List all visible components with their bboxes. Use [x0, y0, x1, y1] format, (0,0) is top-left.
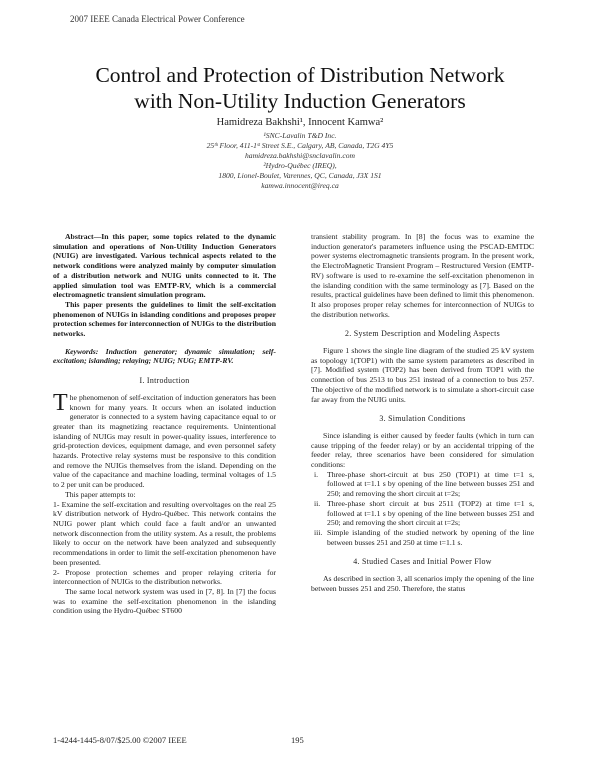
title-line-1: Control and Protection of Distribution Network: [95, 63, 505, 87]
list-text: Three-phase short circuit at bus 2511 (TOP2) at time t=1 s, followed at t=1.1 s by opening of the line between busses 251 and 250; and removing the short circuit at t=2s;: [327, 498, 534, 528]
list-number: ii.: [314, 498, 321, 508]
keywords: Keywords: Induction generator; dynamic simulation; self-excitation; islanding; relaying; NUIG; NUG; EMTP-RV.: [53, 346, 276, 366]
page-number: 195: [291, 735, 304, 745]
section-heading-cases: 4. Studied Cases and Initial Power Flow: [353, 557, 492, 567]
affiliation-email: kamwa.innocent@ireq.ca: [261, 181, 339, 190]
abstract: Abstract—In this paper, some topics related to the dynamic simulation and operations of Non-Utility Induction Generators (NUIG) are investigated. Various technical aspects related to the network conditions were analyzed mainly by computer simulation of a distribution network and NUIG units connected to it. The applied simulation tool was EMTP-RV, which is a commercial electromagnetic transient simulation program.: [53, 232, 276, 300]
footer-isbn: 1-4244-1445-8/07/$25.00 ©2007 IEEE: [53, 735, 187, 745]
cases-paragraph: As described in section 3, all scenarios imply the opening of the line between busses 251 and 250. Therefore, the status: [311, 574, 534, 593]
list-number: i.: [314, 469, 319, 479]
section-heading-simulation: 3. Simulation Conditions: [379, 414, 466, 424]
intro-point-2: 2- Propose protection schemes and proper relaying criteria for interconnection of NUIGs to the distribution networks.: [53, 567, 276, 587]
list-number: iii.: [314, 527, 323, 537]
affiliation-line: 25ᵗʰ Floor, 411-1ˢᵗ Street S.E., Calgary, AB, Canada, T2G 4Y5: [206, 141, 394, 150]
intro-paragraph-text: he phenomenon of self-excitation of induction generators has been known for many years. It occurs when an isolated induction generator is connected to a system having capacitance equal to or greater than its magnetizing reactance requirements. Unintentional islanding of NUIGs may result in power-quality issues, interference to grid-protection devices, equipment damage, and even personnel safety hazards. Protective relay systems must be responsive to this condition and remove the NUIGs themselves from the island. Depending on the value of the capacitance and machine loading, terminal voltages of 1.5 to 2 per unit can be produced.: [53, 392, 276, 490]
affiliation-email: hamidreza.bakhshi@snclavalin.com: [244, 151, 356, 160]
list-item: [311, 528, 534, 547]
scenario-list: [311, 470, 534, 548]
paper-title: [0, 62, 600, 114]
intro-closing: The same local network system was used in [7, 8]. In [7] the focus was to examine the self-excitation phenomenon in the islanding condition using the Hydro-Québec ST600: [53, 586, 276, 616]
list-text: Simple islanding of the studied network by opening of the line between busses 251 and 250 at time t=1.1 s.: [327, 527, 534, 547]
intro-point-1: 1- Examine the self-excitation and resulting overvoltages on the real 25 kV distribution network of Hydro-Québec. This network contains the NUIG power plant which could face a fault and/or an unwanted network disconnection from the utility system. As a result, the problems likely to occur on the network have been analyzed and subsequently recommendations in order to limit the self-excitation phenomenon have been presented.: [53, 499, 276, 567]
abstract-continued: This paper presents the guidelines to limit the self-excitation phenomenon of NUIGs in islanding conditions and proposes proper protection schemes for interconnection of NUIGs to the distribution networks.: [53, 299, 276, 339]
affiliations: [0, 131, 600, 191]
list-text: Three-phase short-circuit at bus 250 (TOP1) at time t=1 s, followed at t=1.1 s by opening of the line between busses 251 and 250; and removing the short circuit at t=2s;: [327, 469, 534, 499]
left-column: [53, 232, 276, 616]
affiliation-line: ¹SNC-Lavalin T&D Inc.: [263, 131, 337, 140]
list-item: [311, 470, 534, 499]
simulation-paragraph: Since islanding is either caused by feeder faults (which in turn can cause tripping of the feeder relay) or by an accidental tripping of the feeder relay, three scenarios have been considered for simulation conditions:: [311, 430, 534, 470]
affiliation-line: 1800, Lionel-Boulet, Varennes, QC, Canada, J3X 1S1: [218, 171, 382, 180]
affiliation-line: ²Hydro-Québec (IREQ),: [263, 161, 337, 170]
intro-attempts: This paper attempts to:: [65, 489, 136, 499]
section-heading-system: 2. System Description and Modeling Aspects: [344, 329, 501, 339]
drop-cap: T: [53, 389, 68, 416]
right-column: [311, 232, 534, 594]
section-heading-introduction: I. Introduction: [139, 376, 190, 386]
intro-paragraph: [53, 389, 276, 490]
list-item: [311, 499, 534, 528]
system-paragraph: Figure 1 shows the single line diagram of the studied 25 kV system as topology 1(TOP1) with the same system parameters as described in [7]. Modified system (TOP2) has been derived from TOP1 with the connection of bus 2513 to bus 251 instead of a connection to bus 257. The objective of the modified network is to simulate a short-circuit case far away from the NUIG units.: [311, 346, 534, 404]
title-line-2: with Non-Utility Induction Generators: [134, 89, 466, 113]
intro-continued: transient stability program. In [8] the focus was to examine the induction generator's parameters influence using the PSCAD-EMTDC power systems electromagnetic transients program. In the present work, the ElectroMagnetic Transient Program – Restructured Version (EMTP-RV) software is used to re-examine the self-excitation phenomenon in the islanding condition with the same terminology as [7]. Based on the results, practical guidelines have been defined to limit this phenomenon. It also proposes proper relay schemes for interconnection of NUIGs to the distribution networks.: [311, 232, 534, 319]
conference-header: 2007 IEEE Canada Electrical Power Conference: [70, 14, 245, 24]
authors: Hamidreza Bakhshi¹, Innocent Kamwa²: [216, 117, 384, 128]
